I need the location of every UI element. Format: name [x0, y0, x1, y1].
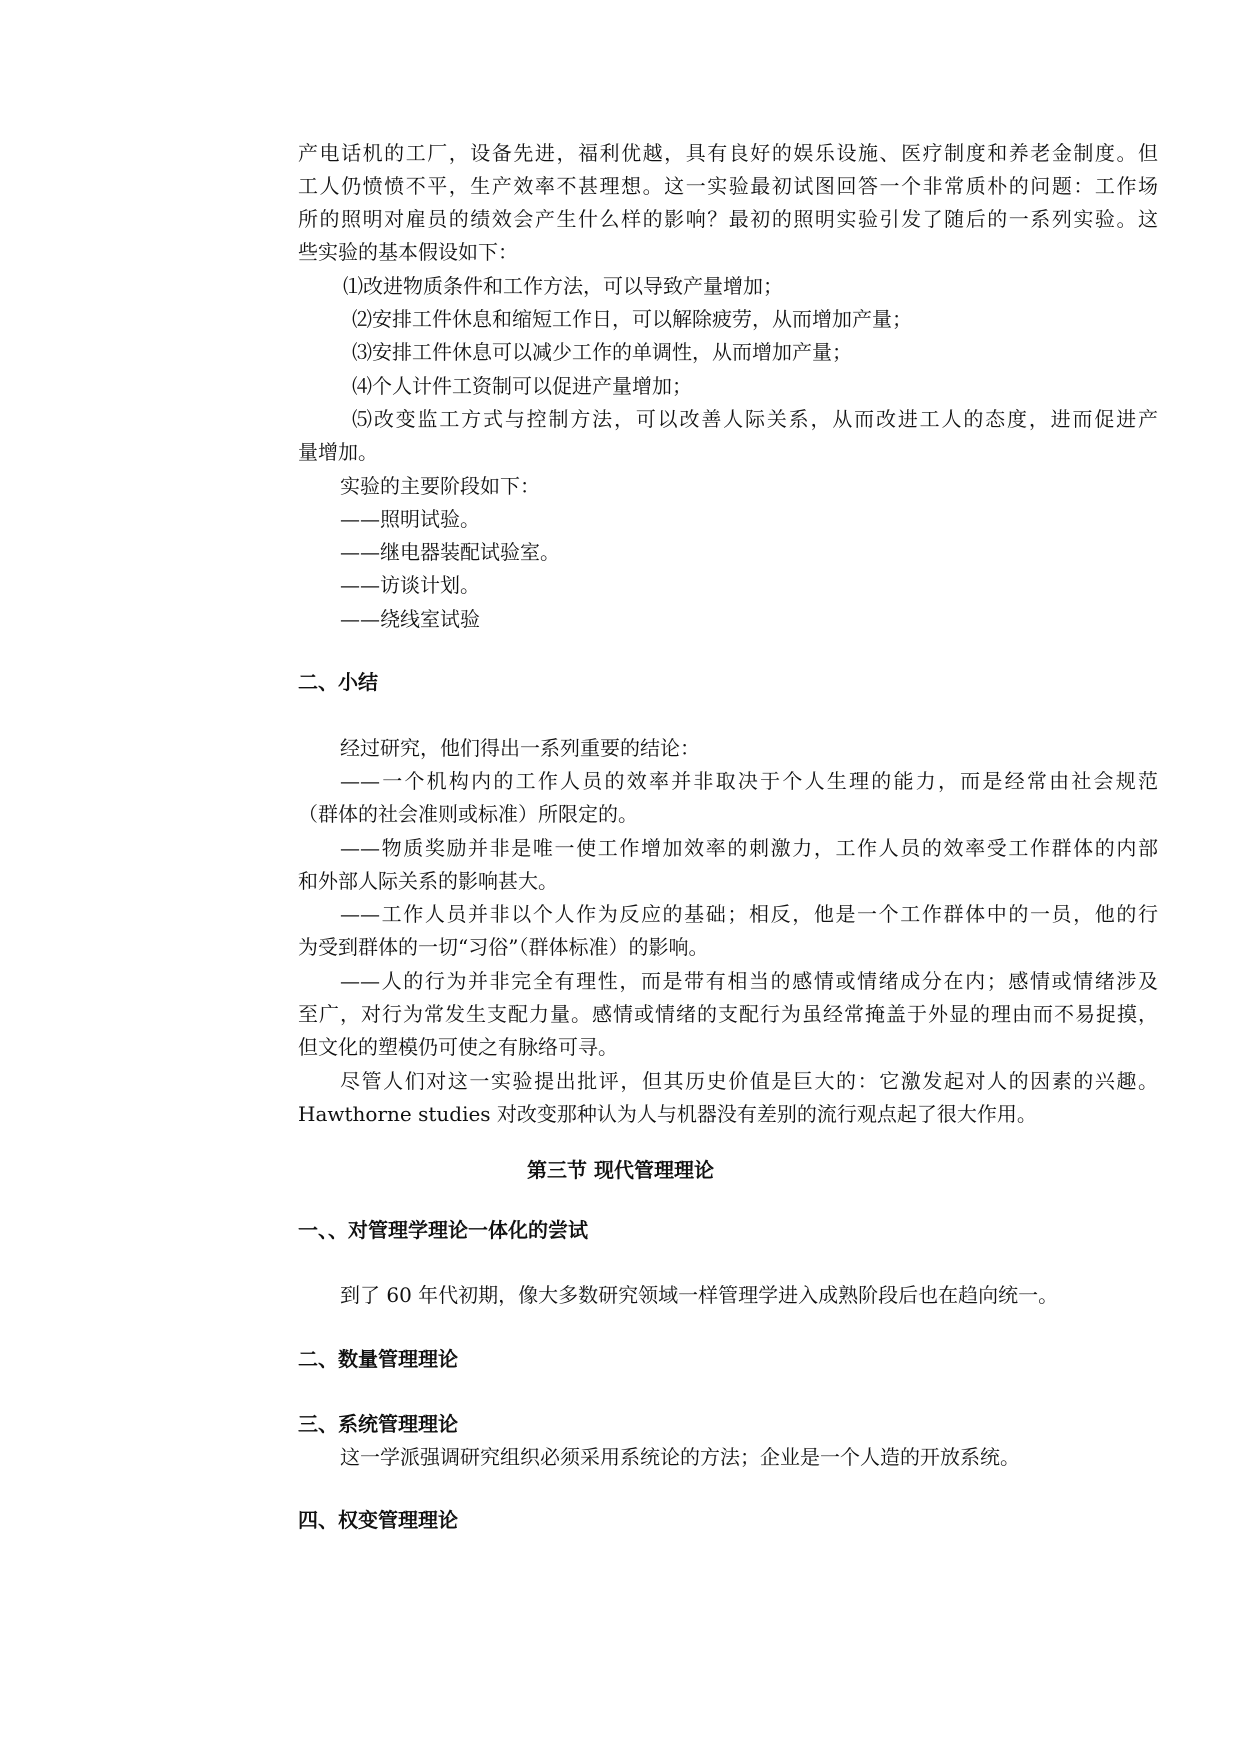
intro-line-1: 产电话机的工厂，设备先进，福利优越，具有良好的娱乐设施、医疗制度和养老金制度。但	[298, 141, 1158, 165]
hypothesis-item: ⑷个人计件工资制可以促进产量增加；	[352, 374, 692, 398]
summary-line: 尽管人们对这一实验提出批评，但其历史价值是巨大的：它激发起对人的因素的兴趣。	[340, 1069, 1158, 1093]
summary-line: （群体的社会准则或标准）所限定的。	[298, 802, 638, 826]
summary-heading: 二、小结	[298, 670, 378, 694]
subsection-heading-3: 三、系统管理理论	[298, 1412, 458, 1436]
summary-line: 为受到群体的一切“习俗”（群体标准）的影响。	[298, 935, 709, 959]
stages-intro: 实验的主要阶段如下：	[340, 474, 540, 498]
summary-line: ——人的行为并非完全有理性，而是带有相当的感情或情绪成分在内；感情或情绪涉及	[340, 969, 1158, 993]
hypothesis-item: ⑴改进物质条件和工作方法，可以导致产量增加；	[343, 274, 783, 298]
summary-line: 和外部人际关系的影响甚大。	[298, 869, 558, 893]
stage-item: ——访谈计划。	[340, 573, 480, 597]
stage-item: ——继电器装配试验室。	[340, 540, 560, 564]
subsection-paragraph-1: 到了 60 年代初期，像大多数研究领域一样管理学进入成熟阶段后也在趋向统一。	[340, 1283, 1059, 1307]
hypothesis-item: ⑵安排工件休息和缩短工作日，可以解除疲劳，从而增加产量；	[352, 307, 912, 331]
subsection-heading-1: 一、、对管理学理论一体化的尝试	[298, 1218, 588, 1242]
subsection-heading-2: 二、数量管理理论	[298, 1347, 458, 1371]
intro-line-4: 些实验的基本假设如下：	[298, 240, 518, 264]
summary-line: Hawthorne studies 对改变那种认为人与机器没有差别的流行观点起了很大作用。	[298, 1102, 1037, 1126]
stage-item: ——绕线室试验	[340, 607, 480, 631]
section-title: 第三节 现代管理理论	[527, 1158, 714, 1182]
summary-line: 经过研究，他们得出一系列重要的结论：	[340, 736, 700, 760]
hypothesis-item: ⑸改变监工方式与控制方法，可以改善人际关系，从而改进工人的态度，进而促进产	[352, 407, 1158, 431]
summary-line: ——工作人员并非以个人作为反应的基础；相反，他是一个工作群体中的一员，他的行	[340, 902, 1158, 926]
summary-line: 但文化的塑模仍可使之有脉络可寻。	[298, 1035, 618, 1059]
subsection-paragraph-3: 这一学派强调研究组织必须采用系统论的方法；企业是一个人造的开放系统。	[340, 1445, 1020, 1469]
intro-line-3: 所的照明对雇员的绩效会产生什么样的影响？最初的照明实验引发了随后的一系列实验。这	[298, 207, 1158, 231]
summary-line: 至广，对行为常发生支配力量。感情或情绪的支配行为虽经常掩盖于外显的理由而不易捉摸，	[298, 1002, 1158, 1026]
hypothesis-item: ⑶安排工件休息可以减少工作的单调性，从而增加产量；	[352, 340, 852, 364]
summary-line: ——一个机构内的工作人员的效率并非取决于个人生理的能力，而是经常由社会规范	[340, 769, 1158, 793]
intro-line-2: 工人仍愤愤不平，生产效率不甚理想。这一实验最初试图回答一个非常质朴的问题：工作场	[298, 174, 1158, 198]
stage-item: ——照明试验。	[340, 507, 480, 531]
summary-line: ——物质奖励并非是唯一使工作增加效率的刺激力，工作人员的效率受工作群体的内部	[340, 836, 1158, 860]
subsection-heading-4: 四、权变管理理论	[298, 1508, 458, 1532]
hypothesis-item-cont: 量增加。	[298, 440, 378, 464]
